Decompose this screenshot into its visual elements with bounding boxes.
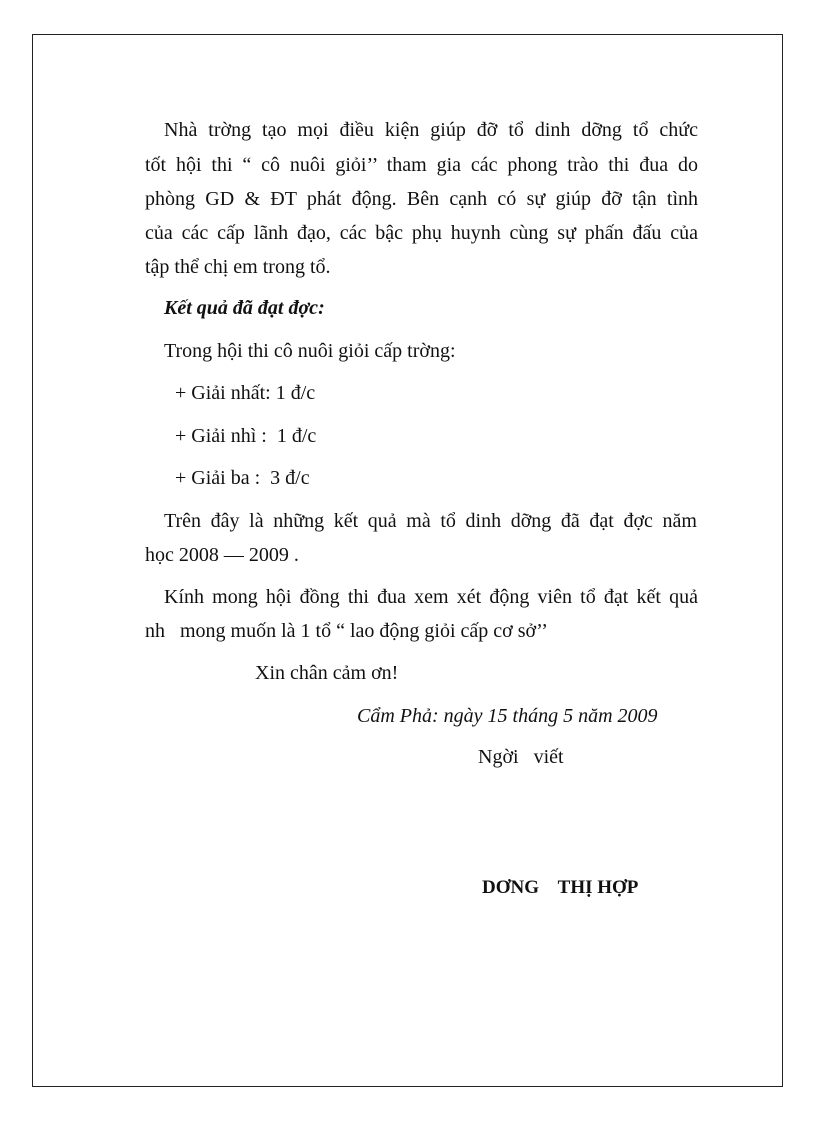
thanks-line: Xin chân cảm ơn! (255, 662, 399, 684)
signer-name: DƠNG THỊ HỢP (482, 877, 639, 898)
paragraph-1-line-4: của các cấp lãnh đạo, các bậc phụ huynh cùng sự phấn đấu của (145, 222, 698, 244)
results-item-first-prize: + Giải nhất: 1 đ/c (175, 382, 316, 404)
results-item-second-prize: + Giải nhì : 1 đ/c (175, 425, 317, 447)
paragraph-2-line-1: Trên đây là những kết quả mà tổ dinh dỡng đã đạt đợc năm (164, 510, 697, 532)
writer-label: Ngời viết (478, 746, 564, 768)
place-date-line: Cẩm Phả: ngày 15 tháng 5 năm 2009 (357, 705, 658, 727)
paragraph-3-line-1: Kính mong hội đồng thi đua xem xét động viên tổ đạt kết quả (164, 586, 698, 608)
paragraph-1-line-2: tốt hội thi “ cô nuôi giỏi’’ tham gia các phong trào thi đua do (145, 154, 698, 176)
paragraph-3-line-2: nh mong muốn là 1 tổ “ lao động giỏi cấp cơ sở’’ (145, 620, 548, 642)
results-heading: Kết quả đã đạt đợc: (164, 297, 325, 319)
paragraph-1-line-5: tập thể chị em trong tổ. (145, 256, 331, 278)
results-item-third-prize: + Giải ba : 3 đ/c (175, 467, 310, 489)
paragraph-1-line-3: phòng GD & ĐT phát động. Bên cạnh có sự giúp đỡ tận tình (145, 188, 698, 210)
results-intro: Trong hội thi cô nuôi giỏi cấp trờng: (164, 340, 456, 362)
paragraph-1-line-1: Nhà trờng tạo mọi điều kiện giúp đỡ tổ dinh dỡng tổ chức (164, 119, 698, 141)
paragraph-2-line-2: học 2008 — 2009 . (145, 544, 299, 566)
